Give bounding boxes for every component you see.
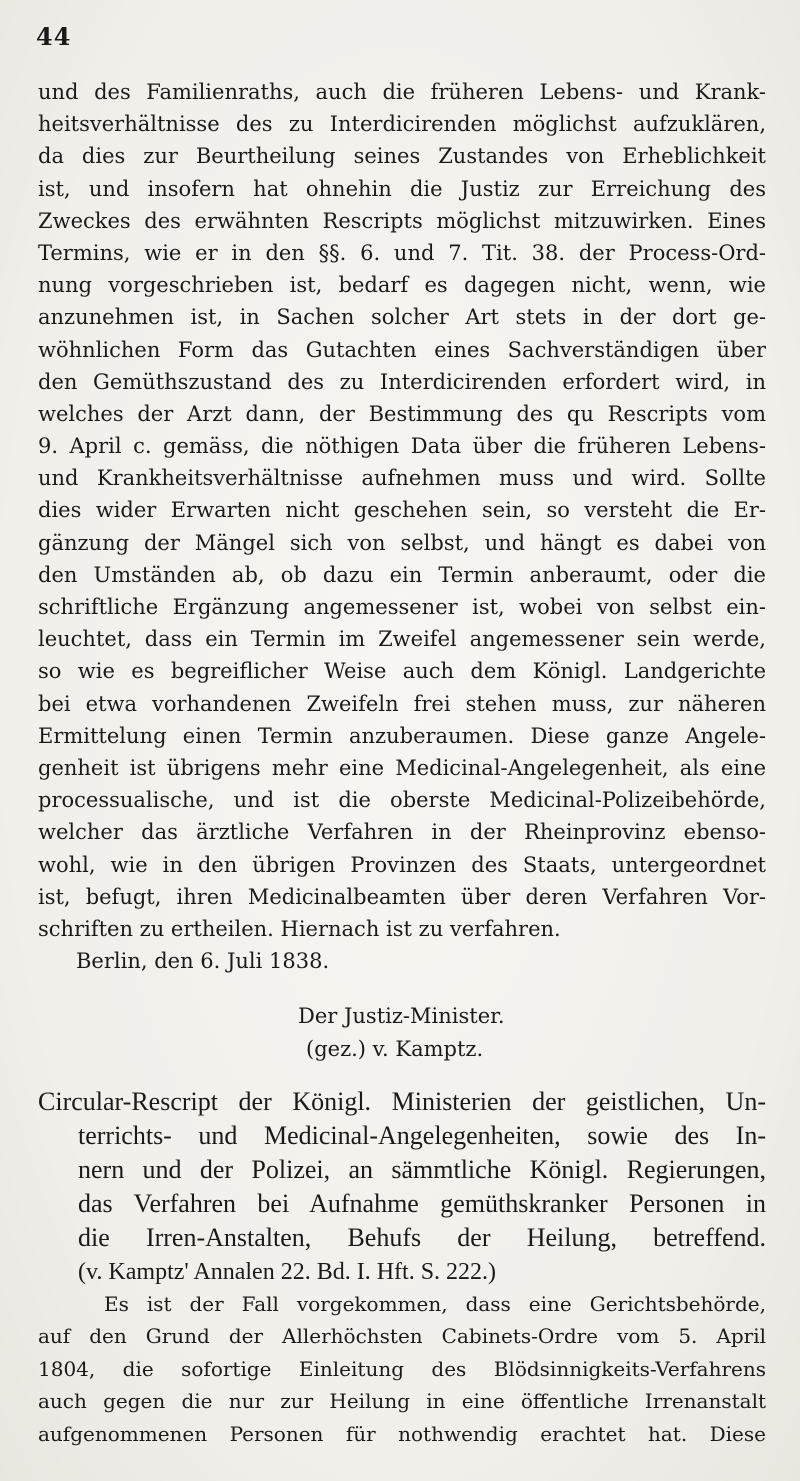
text-line: den Gemüthszustand des zu Interdicirenden erfordert wird, in xyxy=(38,369,766,394)
text-line: ist, und insofern hat ohnehin die Justiz zur Erreichung des xyxy=(38,176,766,201)
text-line: und Krankheitsverhältnisse aufnehmen muss und wird. Sollte xyxy=(38,466,766,491)
text-line: Es ist der Fall vorgekommen, dass eine Gerichtsbehörde, xyxy=(104,1292,766,1316)
text-line: leuchtet, dass ein Termin im Zweifel angemessener sein werde, xyxy=(38,627,766,652)
text-line: Zweckes des erwähnten Rescripts möglichst mitzuwirken. Eines xyxy=(38,208,766,233)
text-line: aufgenommenen Personen für nothwendig erachtet hat. Diese xyxy=(38,1421,766,1446)
text-line: ist, befugt, ihren Medicinalbeamten über deren Verfahren Vor- xyxy=(38,884,766,909)
text-line: auf den Grund der Allerhöchsten Cabinets-Ordre vom 5. April xyxy=(38,1324,766,1349)
text-line: so wie es begreiflicher Weise auch dem Königl. Landgerichte xyxy=(38,659,766,684)
text-line: bei etwa vorhandenen Zweifeln frei stehen muss, zur näheren xyxy=(38,691,766,716)
signature-name: (gez.) v. Kamptz. xyxy=(306,1037,484,1061)
text-line: welches der Arzt dann, der Bestimmung des qu Rescripts vom xyxy=(38,401,766,426)
heading-line: die Irren-Anstalten, Behufs der Heilung, betreffend. xyxy=(78,1223,766,1252)
text-line: welcher das ärztliche Verfahren in der Rheinprovinz ebenso- xyxy=(38,820,766,845)
text-line: Ermittelung einen Termin anzuberaumen. Diese ganze Angele- xyxy=(38,723,766,748)
text-line: dies wider Erwarten nicht geschehen sein, so versteht die Er- xyxy=(38,498,766,523)
text-line: gänzung der Mängel sich von selbst, und hängt es dabei von xyxy=(38,530,766,555)
text-line: processualische, und ist die oberste Medicinal-Polizeibehörde, xyxy=(38,788,766,813)
text-line: auch gegen die nur zur Heilung in eine öffentliche Irrenanstalt xyxy=(38,1389,766,1414)
text-line: schriftliche Ergänzung angemessener ist, wobei von selbst ein- xyxy=(38,595,766,619)
text-line: den Umständen ab, ob dazu ein Termin anberaumt, oder die xyxy=(38,562,766,587)
text-line: schriften zu ertheilen. Hiernach ist zu verfahren. xyxy=(38,916,561,941)
text-line: 9. April c. gemäss, die nöthigen Data über die früheren Lebens- xyxy=(38,434,766,459)
page-number: 44 xyxy=(36,22,72,51)
text-line: wohl, wie in den übrigen Provinzen des Staats, untergeordnet xyxy=(38,852,766,877)
text-line: nung vorgeschrieben ist, bedarf es dagegen nicht, wenn, wie xyxy=(38,273,766,298)
text-line: und des Familienraths, auch die früheren Lebens- und Krank- xyxy=(38,80,766,104)
text-line: genheit ist übrigens mehr eine Medicinal-Angelegenheit, als eine xyxy=(38,755,766,780)
paragraph-continued xyxy=(38,76,766,977)
text-line: wöhnlichen Form das Gutachten eines Sachverständigen über xyxy=(38,337,766,362)
paragraph-circular xyxy=(38,1288,766,1450)
text-line: 1804, die sofortige Einleitung des Blödsinnigkeits-Verfahrens xyxy=(38,1356,766,1381)
heading-line: das Verfahren bei Aufnahme gemüthskranker Personen in xyxy=(78,1189,766,1218)
heading-line: nern und der Polizei, an sämmtliche Königl. Regierungen, xyxy=(78,1155,766,1184)
text-line: Termins, wie er in den §§. 6. und 7. Tit. 38. der Process-Ord- xyxy=(38,240,766,265)
heading-line: Circular-Rescript der Königl. Ministerien der geistlichen, Un- xyxy=(38,1087,766,1116)
date-line: Berlin, den 6. Juli 1838. xyxy=(76,949,330,974)
text-line: anzunehmen ist, in Sachen solcher Art stets in der dort ge- xyxy=(38,305,766,330)
text-line: heitsverhältnisse des zu Interdicirenden möglichst aufzuklären, xyxy=(38,112,766,137)
heading-line: terrichts- und Medicinal-Angelegenheiten, sowie des In- xyxy=(78,1121,766,1150)
signature-title: Der Justiz-Minister. xyxy=(298,1004,505,1028)
heading-reference: (v. Kamptz' Annalen 22. Bd. I. Hft. S. 222.) xyxy=(78,1259,497,1285)
circular-heading xyxy=(38,1085,766,1289)
text-line: da dies zur Beurtheilung seines Zustandes von Erheblichkeit xyxy=(38,144,766,169)
